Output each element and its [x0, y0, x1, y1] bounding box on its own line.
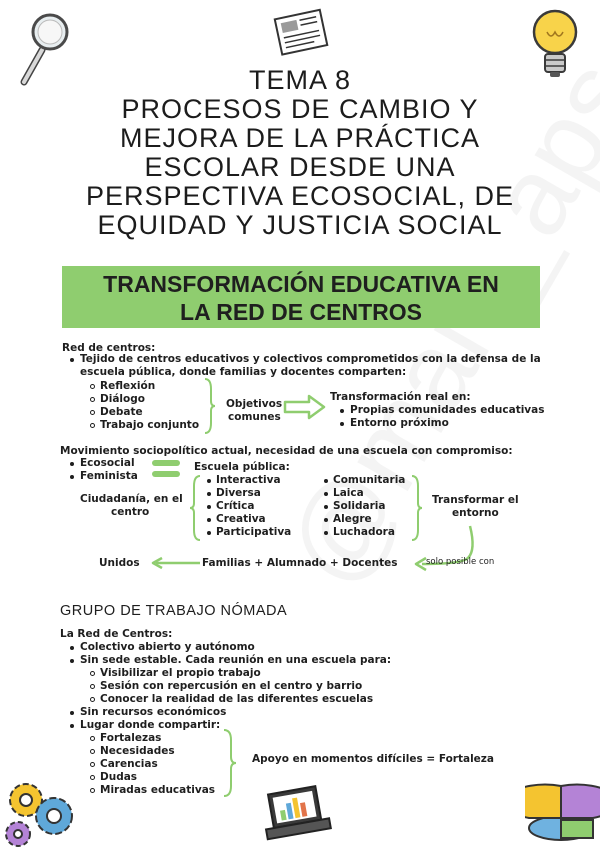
title-line: TEMA 8 — [248, 65, 352, 95]
banner-line: TRANSFORMACIÓN EDUCATIVA EN — [103, 271, 499, 297]
grupo-sub-item: Visibilizar el propio trabajo — [100, 667, 261, 679]
red-heading: La Red de Centros: — [60, 628, 173, 640]
sub-bullet — [90, 697, 95, 702]
familias-label: Familias + Alumnado + Docentes — [202, 557, 398, 569]
gears-icon — [0, 770, 80, 848]
title-line: EQUIDAD Y JUSTICIA SOCIAL — [97, 210, 503, 240]
ciudadania-label-2: centro — [111, 506, 150, 518]
escuela-quality: Diversa — [216, 487, 261, 499]
sub-bullet — [90, 749, 95, 754]
bullet — [207, 518, 211, 522]
arrow-left-icon — [150, 556, 202, 570]
sub-bullet — [90, 736, 95, 741]
sub-bullet — [90, 397, 95, 402]
compartir-item: Necesidades — [100, 745, 175, 757]
transformacion-item: Propias comunidades educativas — [350, 404, 545, 416]
newspaper-icon — [270, 4, 334, 60]
escuela-quality: Solidaria — [333, 500, 386, 512]
grupo-sub-item: Sesión con repercusión en el centro y barrio — [100, 680, 363, 692]
bullet — [70, 646, 74, 650]
grupo-item: Colectivo abierto y autónomo — [80, 641, 255, 653]
ciudadania-label: Ciudadanía, en el — [80, 493, 183, 505]
sub-bullet — [90, 775, 95, 780]
grupo-item: Sin sede estable. Cada reunión en una escuela para: — [80, 654, 392, 666]
red-centros-text: Tejido de centros educativos y colectivos comprometidos con la defensa de la — [80, 353, 541, 365]
sub-bullet — [90, 788, 95, 793]
unidos-label: Unidos — [99, 557, 140, 569]
sub-bullet — [90, 671, 95, 676]
sub-bullet — [90, 762, 95, 767]
bullet — [207, 531, 211, 535]
transformar-label-2: entorno — [452, 507, 499, 519]
bullet — [207, 492, 211, 496]
grupo-item: Sin recursos económicos — [80, 706, 227, 718]
equals-icon — [150, 458, 182, 480]
escuela-quality: Crítica — [216, 500, 255, 512]
title-line: MEJORA DE LA PRÁCTICA — [119, 123, 481, 153]
movimiento-heading: Movimiento sociopolítico actual, necesidad de una escuela con compromiso: — [60, 445, 513, 457]
pie-chart-icon — [525, 778, 600, 848]
laptop-chart-icon — [256, 782, 336, 848]
title-line: PROCESOS DE CAMBIO Y — [121, 94, 479, 124]
banner-line: LA RED DE CENTROS — [180, 299, 422, 325]
sub-item: Diálogo — [100, 393, 145, 405]
grupo-sub-item: Conocer la realidad de las diferentes escuelas — [100, 693, 374, 705]
red-centros-text-2: escuela pública, donde familias y docentes comparten: — [80, 366, 407, 378]
escuela-quality: Alegre — [333, 513, 372, 525]
escuela-quality: Participativa — [216, 526, 292, 538]
sub-item: Trabajo conjunto — [100, 419, 200, 431]
sub-bullet — [90, 684, 95, 689]
bullet — [70, 462, 74, 466]
transformar-label: Transformar el — [432, 494, 519, 506]
movement-item: Feminista — [80, 470, 138, 482]
movement-item: Ecosocial — [80, 457, 135, 469]
bullet — [70, 358, 74, 362]
arrow-right-icon — [283, 394, 327, 420]
bullet — [70, 711, 74, 715]
brace-icon — [203, 377, 217, 435]
bullet — [324, 518, 328, 522]
page-title — [0, 66, 600, 240]
bullet — [70, 724, 74, 728]
sub-bullet — [90, 384, 95, 389]
title-line: PERSPECTIVA ECOSOCIAL, DE — [85, 181, 515, 211]
bullet — [324, 479, 328, 483]
bullet — [207, 505, 211, 509]
section-banner-title — [62, 270, 540, 326]
transformacion-label: Transformación real en: — [330, 391, 471, 403]
bullet — [70, 475, 74, 479]
compartir-item: Fortalezas — [100, 732, 162, 744]
escuela-quality: Interactiva — [216, 474, 281, 486]
title-line: ESCOLAR DESDE UNA — [144, 152, 456, 182]
bullet — [324, 492, 328, 496]
objetivos-label: Objetivos — [226, 398, 283, 410]
sub-item: Debate — [100, 406, 143, 418]
sub-bullet — [90, 410, 95, 415]
bullet — [340, 422, 344, 426]
brace-icon — [188, 474, 202, 542]
bullet — [207, 479, 211, 483]
compartir-item: Miradas educativas — [100, 784, 216, 796]
escuela-publica-label: Escuela pública: — [194, 461, 290, 473]
compartir-item: Carencias — [100, 758, 158, 770]
bullet — [324, 531, 328, 535]
bullet — [70, 659, 74, 663]
escuela-quality: Laica — [333, 487, 364, 499]
sub-bullet — [90, 423, 95, 428]
sub-item: Reflexión — [100, 380, 156, 392]
brace-icon — [222, 728, 238, 798]
escuela-quality: Luchadora — [333, 526, 395, 538]
apoyo-label: Apoyo en momentos difíciles = Fortaleza — [252, 753, 494, 765]
grupo-item: Lugar donde compartir: — [80, 719, 221, 731]
bullet — [340, 409, 344, 413]
solo-posible-label: solo posible con — [426, 557, 495, 567]
compartir-item: Dudas — [100, 771, 138, 783]
grupo-title: GRUPO DE TRABAJO NÓMADA — [60, 603, 288, 619]
comunes-label: comunes — [228, 411, 281, 423]
escuela-quality: Comunitaria — [333, 474, 406, 486]
escuela-quality: Creativa — [216, 513, 266, 525]
bullet — [324, 505, 328, 509]
red-centros-heading: Red de centros: — [62, 342, 156, 354]
transformacion-item: Entorno próximo — [350, 417, 449, 429]
